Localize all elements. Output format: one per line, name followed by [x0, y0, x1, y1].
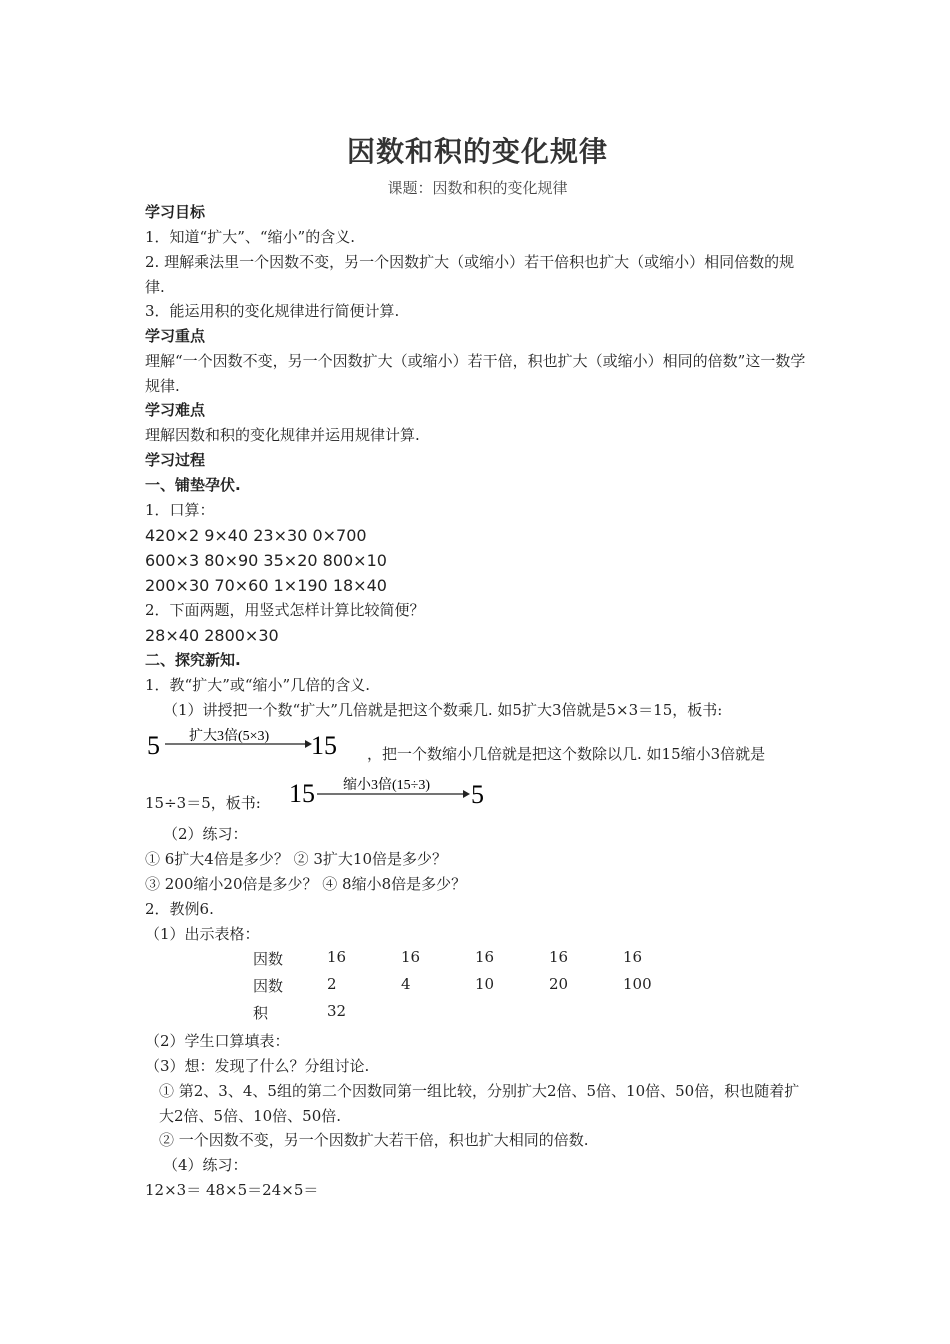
goal-2: 2. 理解乘法里一个因数不变，另一个因数扩大（或缩小）若干倍积也扩大（或缩小）相同倍数的规律. — [145, 253, 795, 296]
table-cell: 10 — [475, 975, 495, 993]
heading-key: 学习重点 — [145, 327, 206, 345]
finding-1: ① 第2、3、4、5组的第二个因数同第一组比较，分别扩大2倍、5倍、10倍、50倍，积也随着扩大2倍、5倍、10倍、50倍. — [159, 1082, 800, 1125]
heading-goals: 学习目标 — [145, 203, 206, 221]
table-cell: 20 — [549, 975, 569, 993]
shrink-diagram — [287, 772, 497, 812]
table-cell: 16 — [549, 948, 569, 966]
table-row-label: 因数 — [253, 950, 284, 968]
page-subtitle: 课题：因数和积的变化规律 — [387, 179, 568, 197]
part-2-heading: 二、探究新知. — [145, 651, 241, 669]
teach-1-1: （1）讲授把一个数“扩大”几倍就是把这个数乘几. 如5扩大3倍就是5×3＝15，板书: — [163, 701, 723, 719]
table-cell: 32 — [327, 1002, 347, 1020]
table-cell: 4 — [401, 975, 411, 993]
table-row — [253, 975, 703, 1002]
goal-3: 3．能运用积的变化规律进行简便计算. — [145, 302, 400, 320]
goal-1: 1．知道“扩大”、“缩小”的含义. — [145, 228, 355, 246]
after-diagram-1: ，把一个数缩小几倍就是把这个数除以几. 如15缩小3倍就是 — [367, 745, 766, 763]
table-row-label: 因数 — [253, 977, 284, 995]
before-diagram-2: 15÷3＝5，板书: — [145, 794, 261, 812]
diagram-1-left: 5 — [147, 731, 160, 760]
step-2: （2）学生口算填表： — [145, 1032, 290, 1050]
table-cell: 16 — [475, 948, 495, 966]
teach-1: 1．教“扩大”或“缩小”几倍的含义. — [145, 676, 370, 694]
question-2: 2．下面两题，用竖式怎样计算比较简便？ — [145, 601, 425, 619]
table-row — [253, 948, 703, 975]
table-cell: 16 — [401, 948, 421, 966]
step-4: （4）练习： — [163, 1156, 248, 1174]
page-title: 因数和积的变化规律 — [346, 135, 608, 168]
table-row — [253, 1002, 703, 1029]
heading-difficulty: 学习难点 — [145, 401, 206, 419]
diagram-2-right: 5 — [471, 780, 484, 809]
oral-heading: 1．口算： — [145, 501, 215, 519]
table-cell: 16 — [327, 948, 347, 966]
table-heading: （1）出示表格： — [145, 925, 260, 943]
example-heading: 2．教例6. — [145, 900, 214, 918]
heading-process: 学习过程 — [145, 451, 206, 469]
table-cell: 100 — [623, 975, 652, 993]
oral-row-2: 600×3 80×90 35×20 800×10 — [145, 551, 387, 570]
exercise-row: 12×3＝ 48×5＝24×5＝ — [145, 1181, 319, 1199]
table-cell: 16 — [623, 948, 643, 966]
diagram-2-label: 缩小3倍(15÷3) — [343, 778, 431, 793]
finding-2: ② 一个因数不变，另一个因数扩大若干倍，积也扩大相同的倍数. — [159, 1131, 589, 1149]
part-1-heading: 一、铺垫孕伏. — [145, 476, 241, 494]
practice-row-2: ③ 200缩小20倍是多少？ ④ 8缩小8倍是多少？ — [145, 875, 467, 893]
oral-row-3: 200×30 70×60 1×190 18×40 — [145, 576, 387, 595]
diagram-2-left: 15 — [289, 779, 315, 808]
enlarge-diagram — [145, 724, 345, 764]
table-row-label: 积 — [253, 1004, 269, 1022]
table-cell: 2 — [327, 975, 337, 993]
factor-table — [253, 948, 703, 1029]
key-text: 理解“一个因数不变，另一个因数扩大（或缩小）若干倍，积也扩大（或缩小）相同的倍数”这一数学规律. — [145, 352, 806, 395]
diagram-1-label: 扩大3倍(5×3) — [189, 729, 270, 744]
diagram-1-right: 15 — [311, 731, 337, 760]
question-2-row: 28×40 2800×30 — [145, 626, 279, 645]
oral-row-1: 420×2 9×40 23×30 0×700 — [145, 526, 367, 545]
difficulty-text: 理解因数和积的变化规律并运用规律计算. — [145, 426, 420, 444]
practice-row-1: ① 6扩大4倍是多少？ ② 3扩大10倍是多少？ — [145, 850, 448, 868]
step-3: （3）想：发现了什么？分组讨论. — [145, 1057, 370, 1075]
practice-heading: （2）练习： — [163, 825, 248, 843]
